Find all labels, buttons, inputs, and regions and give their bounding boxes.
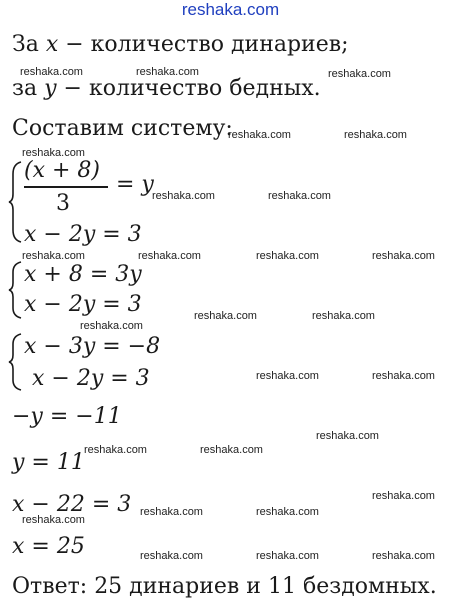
- answer: Ответ: 25 динариев и 11 бездомных.: [12, 574, 437, 599]
- definition-y-prefix: за: [12, 76, 45, 101]
- watermark: reshaka.com: [80, 320, 143, 332]
- watermark: reshaka.com: [344, 129, 407, 141]
- watermark: reshaka.com: [372, 490, 435, 502]
- system1-equation2: x − 2y = 3: [24, 222, 142, 247]
- watermark: reshaka.com: [22, 250, 85, 262]
- step-y-value: y = 11: [12, 450, 85, 475]
- step-neg-y: −y = −11: [12, 404, 122, 429]
- left-brace-icon: [8, 332, 24, 392]
- watermark: reshaka.com: [256, 506, 319, 518]
- watermark: reshaka.com: [312, 310, 375, 322]
- watermark: reshaka.com: [22, 147, 85, 159]
- watermark: reshaka.com: [200, 444, 263, 456]
- watermark: reshaka.com: [140, 506, 203, 518]
- watermark: reshaka.com: [372, 250, 435, 262]
- system3-equation1: x − 3y = −8: [24, 334, 161, 359]
- watermark: reshaka.com: [194, 310, 257, 322]
- system-heading: Составим систему:: [12, 116, 233, 141]
- watermark: reshaka.com: [328, 68, 391, 80]
- watermark: reshaka.com: [316, 430, 379, 442]
- watermark: reshaka.com: [138, 250, 201, 262]
- watermark: reshaka.com: [372, 550, 435, 562]
- step-x-value: x = 25: [12, 534, 85, 559]
- definition-x: [12, 34, 349, 56]
- system2-equation1: x + 8 = 3y: [24, 262, 142, 287]
- watermark: reshaka.com: [22, 514, 85, 526]
- left-brace-icon: [8, 260, 24, 320]
- watermark: reshaka.com: [140, 550, 203, 562]
- definition-x-text: − количество динариев;: [58, 32, 349, 57]
- step-x-substitution: x − 22 = 3: [12, 492, 132, 517]
- watermark: reshaka.com: [256, 250, 319, 262]
- site-link[interactable]: reshaka.com: [181, 0, 280, 19]
- watermark: reshaka.com: [20, 66, 83, 78]
- fraction-denominator: 3: [56, 191, 70, 216]
- variable-y: y: [44, 76, 57, 101]
- watermark: reshaka.com: [136, 66, 199, 78]
- definition-y-text: − количество бедных.: [56, 76, 321, 101]
- watermark: reshaka.com: [84, 444, 147, 456]
- definition-y: [12, 78, 321, 100]
- fraction-numerator: (x + 8): [24, 158, 100, 183]
- watermark: reshaka.com: [372, 370, 435, 382]
- variable-x: x: [45, 32, 59, 57]
- watermark: reshaka.com: [268, 190, 331, 202]
- watermark: reshaka.com: [228, 129, 291, 141]
- fraction-rhs: = y: [116, 172, 154, 197]
- watermark: reshaka.com: [152, 190, 215, 202]
- system2-equation2: x − 2y = 3: [24, 292, 142, 317]
- system3-equation2: x − 2y = 3: [32, 366, 150, 391]
- fraction-bar: [24, 186, 108, 188]
- watermark: reshaka.com: [256, 370, 319, 382]
- watermark: reshaka.com: [256, 550, 319, 562]
- left-brace-icon: [8, 160, 24, 244]
- definition-x-prefix: За: [12, 32, 46, 57]
